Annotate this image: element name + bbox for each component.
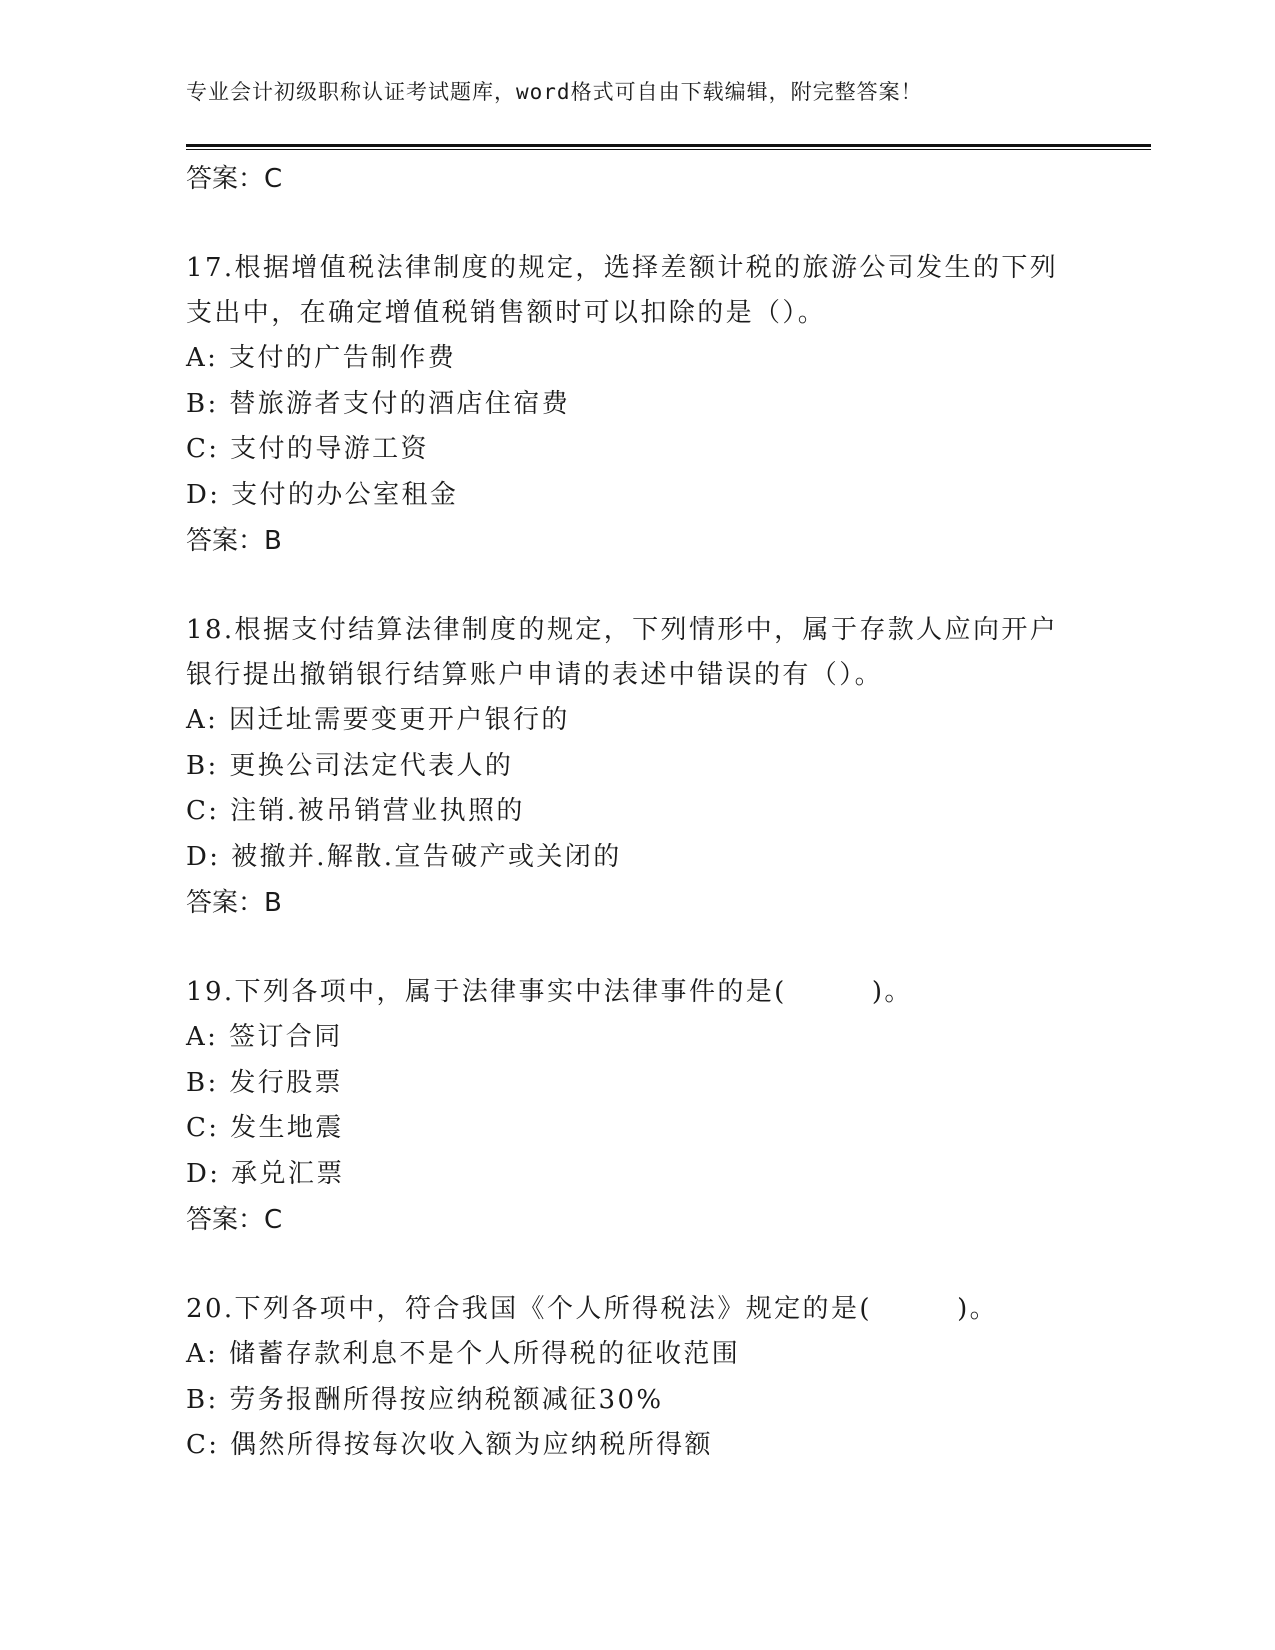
- answer-line: 答案：C: [186, 1205, 283, 1235]
- question-text: 19.下列各项中，属于法律事实中法律事件的是( )。: [186, 977, 913, 1007]
- option-b: B: 发行股票: [186, 1067, 343, 1098]
- header-rule-thin: [186, 149, 1151, 150]
- question-text: 17.根据增值税法律制度的规定，选择差额计税的旅游公司发生的下列支出中，在确定增值税销售额时可以扣除的是（）。: [186, 253, 1059, 328]
- option-b: B: 更换公司法定代表人的: [186, 750, 514, 781]
- option-d: D: 被撤并.解散.宣告破产或关闭的: [186, 841, 622, 872]
- question-block: [186, 246, 1066, 564]
- option-c: C: 注销.被吊销营业执照的: [186, 796, 525, 826]
- header-rule-thick: [186, 144, 1151, 147]
- answer-line: 答案：C: [186, 164, 283, 194]
- option-a: A: 支付的广告制作费: [186, 343, 457, 373]
- question-block: [186, 608, 1066, 926]
- option-c: C: 支付的导游工资: [186, 434, 429, 464]
- option-b: B: 劳务报酬所得按应纳税额减征30%: [186, 1384, 664, 1415]
- option-d: D: 承兑汇票: [186, 1158, 345, 1189]
- question-text: 20.下列各项中，符合我国《个人所得税法》规定的是( )。: [186, 1294, 999, 1324]
- option-c: C: 发生地震: [186, 1113, 344, 1143]
- page-header: 专业会计初级职称认证考试题库，word格式可自由下载编辑，附完整答案！: [186, 80, 923, 104]
- option-c: C: 偶然所得按每次收入额为应纳税所得额: [186, 1430, 713, 1460]
- question-block: [186, 970, 1066, 1243]
- option-b: B: 替旅游者支付的酒店住宿费: [186, 388, 571, 419]
- option-a: A: 签订合同: [186, 1022, 343, 1052]
- question-text: 18.根据支付结算法律制度的规定，下列情形中，属于存款人应向开户银行提出撤销银行结算账户申请的表述中错误的有（）。: [186, 615, 1059, 690]
- question-list: [186, 156, 1066, 1469]
- answer-line: 答案：B: [186, 526, 282, 556]
- option-a: A: 因迁址需要变更开户银行的: [186, 705, 570, 735]
- option-d: D: 支付的办公室租金: [186, 479, 459, 510]
- answer-line: 答案：B: [186, 888, 282, 918]
- question-block: [186, 1287, 1066, 1469]
- option-a: A: 储蓄存款利息不是个人所得税的征收范围: [186, 1339, 741, 1369]
